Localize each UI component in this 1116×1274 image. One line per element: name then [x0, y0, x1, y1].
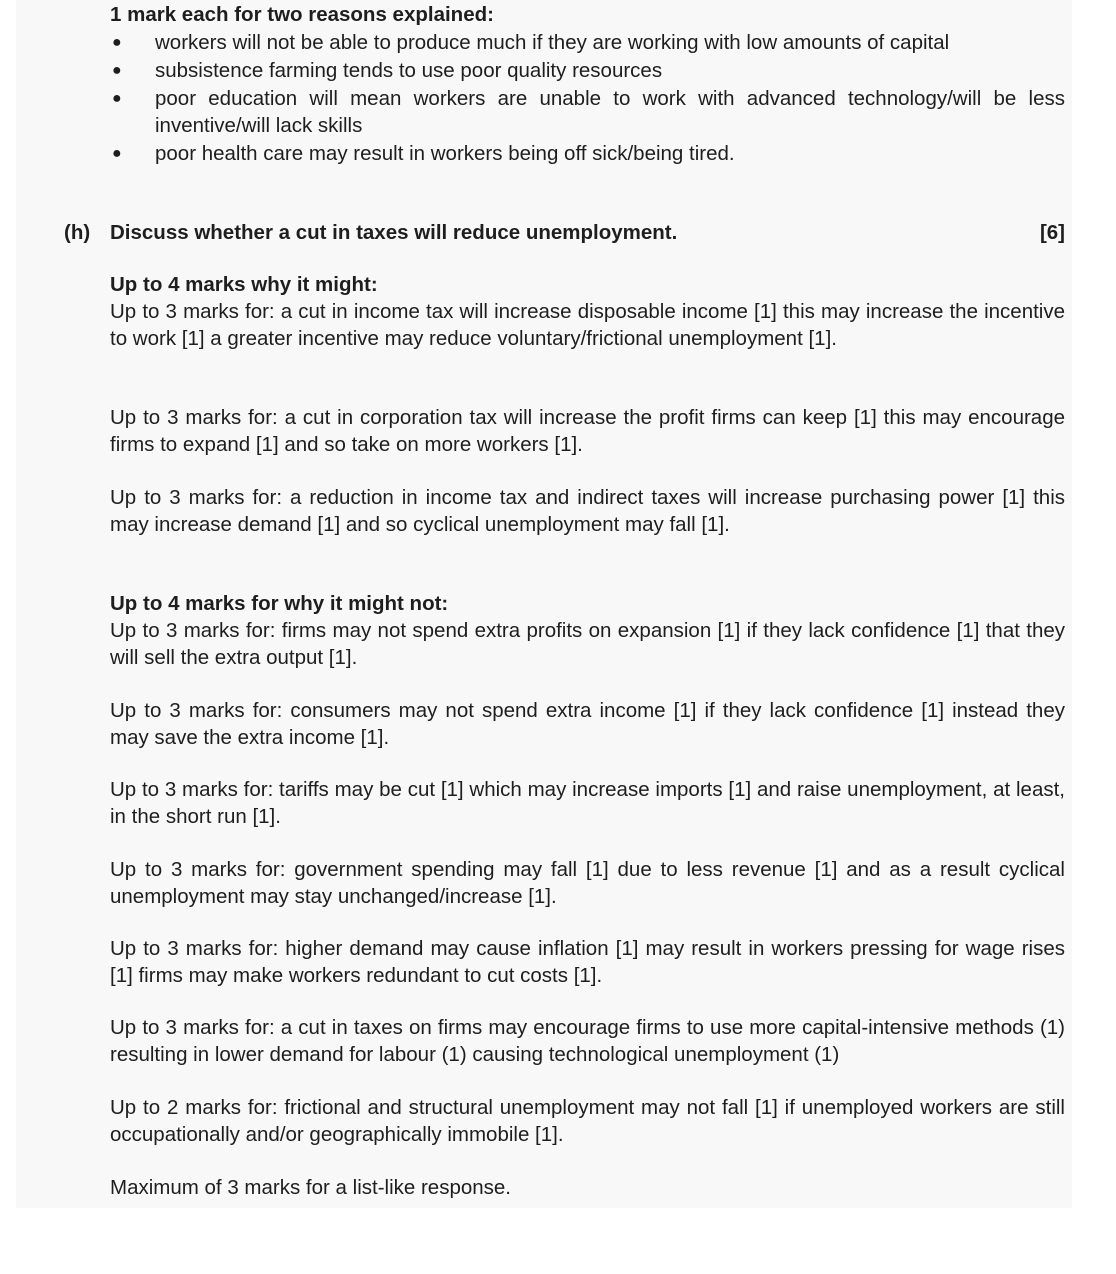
list-like-response-note: Maximum of 3 marks for a list-like response.: [110, 1176, 512, 1199]
reason-bullet: poor health care may result in workers being off sick/being tired.: [155, 142, 735, 165]
might-heading: Up to 4 marks why it might:: [110, 273, 378, 296]
question-label: (h): [64, 221, 91, 244]
might-not-point: Up to 3 marks for: firms may not spend extra profits on expansion [1] if they lack confidence [1] that they will sell the extra output [1].: [110, 619, 1065, 669]
might-not-point: Up to 3 marks for: a cut in taxes on firms may encourage firms to use more capital-intensive methods (1) resulting in lower demand for labour (1) causing technological unemployment (1): [110, 1016, 1065, 1066]
bullet-icon: ●: [112, 90, 122, 107]
might-point: Up to 3 marks for: a reduction in income tax and indirect taxes will increase purchasing power [1] this may increase demand [1] and so cyclical unemployment may fall [1].: [110, 486, 1065, 536]
reason-bullet: subsistence farming tends to use poor quality resources: [155, 59, 663, 82]
might-not-point: Up to 3 marks for: consumers may not spend extra income [1] if they lack confidence [1] instead they may save the extra income [1].: [110, 699, 1065, 749]
reason-bullet: poor education will mean workers are unable to work with advanced technology/will be less inventive/will lack skills: [155, 87, 1065, 137]
might-not-point: Up to 3 marks for: higher demand may cause inflation [1] may result in workers pressing for wage rises [1] firms may make workers redundant to cut costs [1].: [110, 937, 1065, 987]
might-point: Up to 3 marks for: a cut in corporation tax will increase the profit firms can keep [1] this may encourage firms to expand [1] and so take on more workers [1].: [110, 406, 1065, 456]
reasons-heading: 1 mark each for two reasons explained:: [110, 3, 494, 26]
question-text: Discuss whether a cut in taxes will reduce unemployment.: [110, 221, 678, 244]
bullet-icon: ●: [112, 34, 122, 51]
question-marks: [6]: [1039, 221, 1065, 244]
might-not-point: Up to 3 marks for: tariffs may be cut [1] which may increase imports [1] and raise unemployment, at least, in the short run [1].: [110, 778, 1065, 828]
might-not-heading: Up to 4 marks for why it might not:: [110, 592, 449, 615]
bullet-icon: ●: [112, 62, 122, 79]
reason-bullet: workers will not be able to produce much if they are working with low amounts of capital: [155, 31, 950, 54]
might-point: Up to 3 marks for: a cut in income tax will increase disposable income [1] this may increase the incentive to work [1] a greater incentive may reduce voluntary/frictional unemployment [1].: [110, 300, 1065, 350]
bullet-icon: ●: [112, 145, 122, 162]
might-not-point: Up to 2 marks for: frictional and structural unemployment may not fall [1] if unemployed workers are still occupationally and/or geographically immobile [1].: [110, 1096, 1065, 1146]
might-not-point: Up to 3 marks for: government spending may fall [1] due to less revenue [1] and as a result cyclical unemployment may stay unchanged/increase [1].: [110, 858, 1065, 908]
